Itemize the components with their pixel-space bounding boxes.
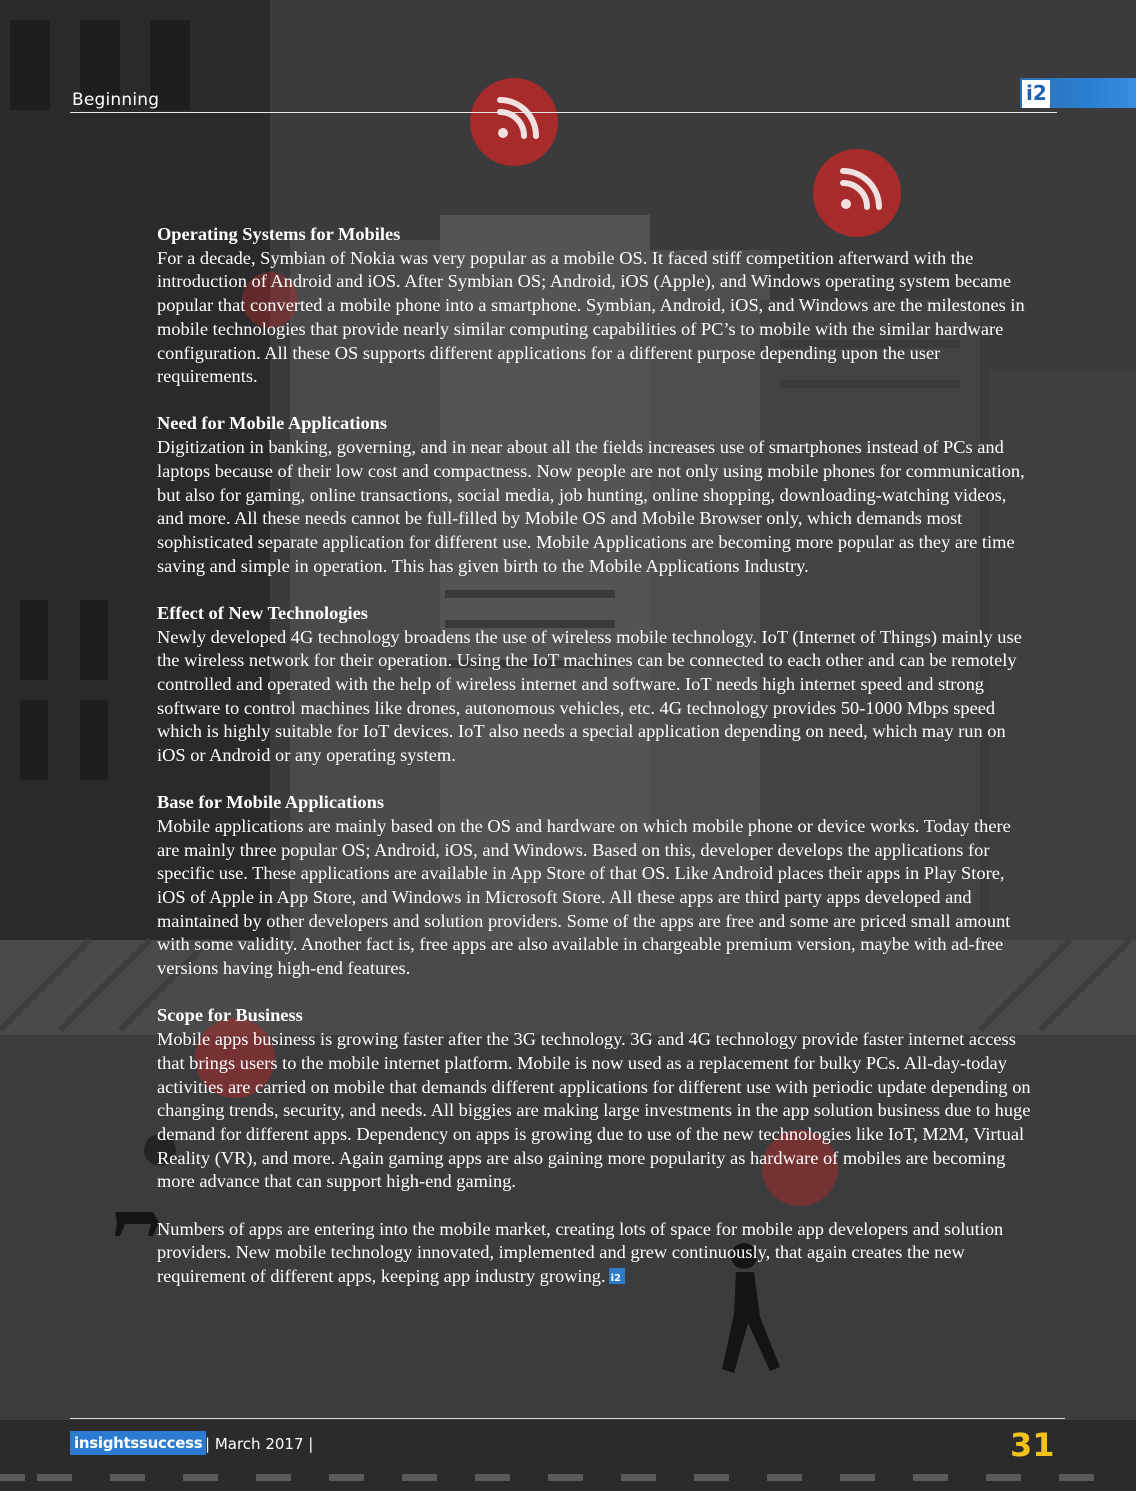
article-section bbox=[157, 412, 1037, 578]
end-of-article-icon bbox=[609, 1268, 625, 1284]
header-divider bbox=[70, 112, 1057, 113]
section-label: Beginning bbox=[72, 90, 160, 110]
page-number: 31 bbox=[1010, 1426, 1055, 1464]
section-paragraph: Mobile apps business is growing faster after the 3G technology. 3G and 4G technology provide faster internet access that brings users to the mobile internet platform. Mobile is now used as a replacement for bulky PCs. All-day-today activities are carried on mobile that demands different applications for different use with periodic update depending on changing trends, security, and needs. All biggies are making large investments in the app solution business due to huge demand for different apps. Dependency on apps is growing due to use of the new technologies like IoT, M2M, Virtual Reality (VR), and more. Again gaming apps are also gaining more popularity as hardware of mobiles are becoming more advance that can support high-end gaming. bbox=[157, 1029, 1031, 1192]
section-paragraph: Newly developed 4G technology broadens the use of wireless mobile technology. IoT (Internet of Things) mainly use the wireless network for their operation. Using the IoT machines can be connected to each other and can be remotely controlled and operated with the help of wireless internet and software. IoT needs high internet speed and strong software to control machines like drones, autonomous vehicles, etc. 4G technology provides 50-1000 Mbps speed which is highly suitable for IoT devices. IoT also needs a special application depending on need, which may run on iOS or Android or any operating system. bbox=[157, 626, 1022, 766]
section-heading: Base for Mobile Applications bbox=[157, 792, 384, 813]
footer-dash-pattern bbox=[0, 1472, 1136, 1482]
logo-text-a: insights bbox=[74, 1434, 140, 1452]
article-section bbox=[157, 791, 1037, 981]
section-heading: Need for Mobile Applications bbox=[157, 413, 388, 434]
section-heading: Operating Systems for Mobiles bbox=[157, 224, 401, 244]
logo-text-b: success bbox=[139, 1434, 203, 1452]
article-section bbox=[157, 1004, 1037, 1194]
brand-logo-text: i2 bbox=[1026, 81, 1047, 105]
brand-logo bbox=[1022, 80, 1050, 108]
magazine-logo bbox=[70, 1431, 206, 1455]
article-closing bbox=[157, 1218, 1037, 1289]
issue-date: | March 2017 | bbox=[205, 1435, 314, 1453]
footer-divider bbox=[70, 1418, 1065, 1419]
section-heading: Scope for Business bbox=[157, 1005, 303, 1026]
article-section bbox=[157, 602, 1037, 768]
section-paragraph: For a decade, Symbian of Nokia was very popular as a mobile OS. It faced stiff competition afterward with the introduction of Android and iOS. After Symbian OS; Android, iOS (Apple), and Windows operating system became popular that converted a mobile phone into a smartphone. Symbian, Android, iOS, and Windows are the milestones in mobile technologies that provide nearly similar computing capabilities of PC’s to mobile with the similar hardware configuration. All these OS supports different applications for a different purpose depending upon the user requirements. bbox=[157, 247, 1025, 387]
section-paragraph: Digitization in banking, governing, and in near about all the fields increases use of smartphones instead of PCs and laptops because of their low cost and compactness. Now people are not only using mobile phones for communication, but also for gaming, online transactions, social media, job hunting, online shopping, downloading-watching videos, and more. All these needs cannot be full-filled by Mobile OS and Mobile Browser only, which demands most sophisticated separate application for different use. Mobile Applications are becoming more popular as they are time saving and simple in operation. This has given birth to the Mobile Applications Industry. bbox=[157, 437, 1025, 576]
section-heading: Effect of New Technologies bbox=[157, 602, 368, 623]
closing-paragraph bbox=[157, 1218, 1037, 1289]
article-body bbox=[157, 223, 1037, 1312]
article-section bbox=[157, 223, 1037, 389]
section-paragraph: Mobile applications are mainly based on the OS and hardware on which mobile phone or device works. Today there are mainly three popular OS; Android, iOS, and Windows. Based on this, developer develops the applications for specific use. These applications are available in App Store of that OS. Like Android places their apps in Play Store, iOS of Apple in App Store, and Windows in Microsoft Store. All these apps are third party apps developed and maintained by other developers and solution providers. Some of the apps are free and some are priced small amount with some validity. Another fact is, free apps are also available in chargeable premium version, maybe with ad-free versions having high-end features. bbox=[157, 815, 1011, 979]
closing-text: Numbers of apps are entering into the mobile market, creating lots of space for mobile app developers and solution providers. New mobile technology innovated, implemented and grew continuously, that again creates the new requirement of different apps, keeping app industry growing. bbox=[157, 1218, 1004, 1286]
